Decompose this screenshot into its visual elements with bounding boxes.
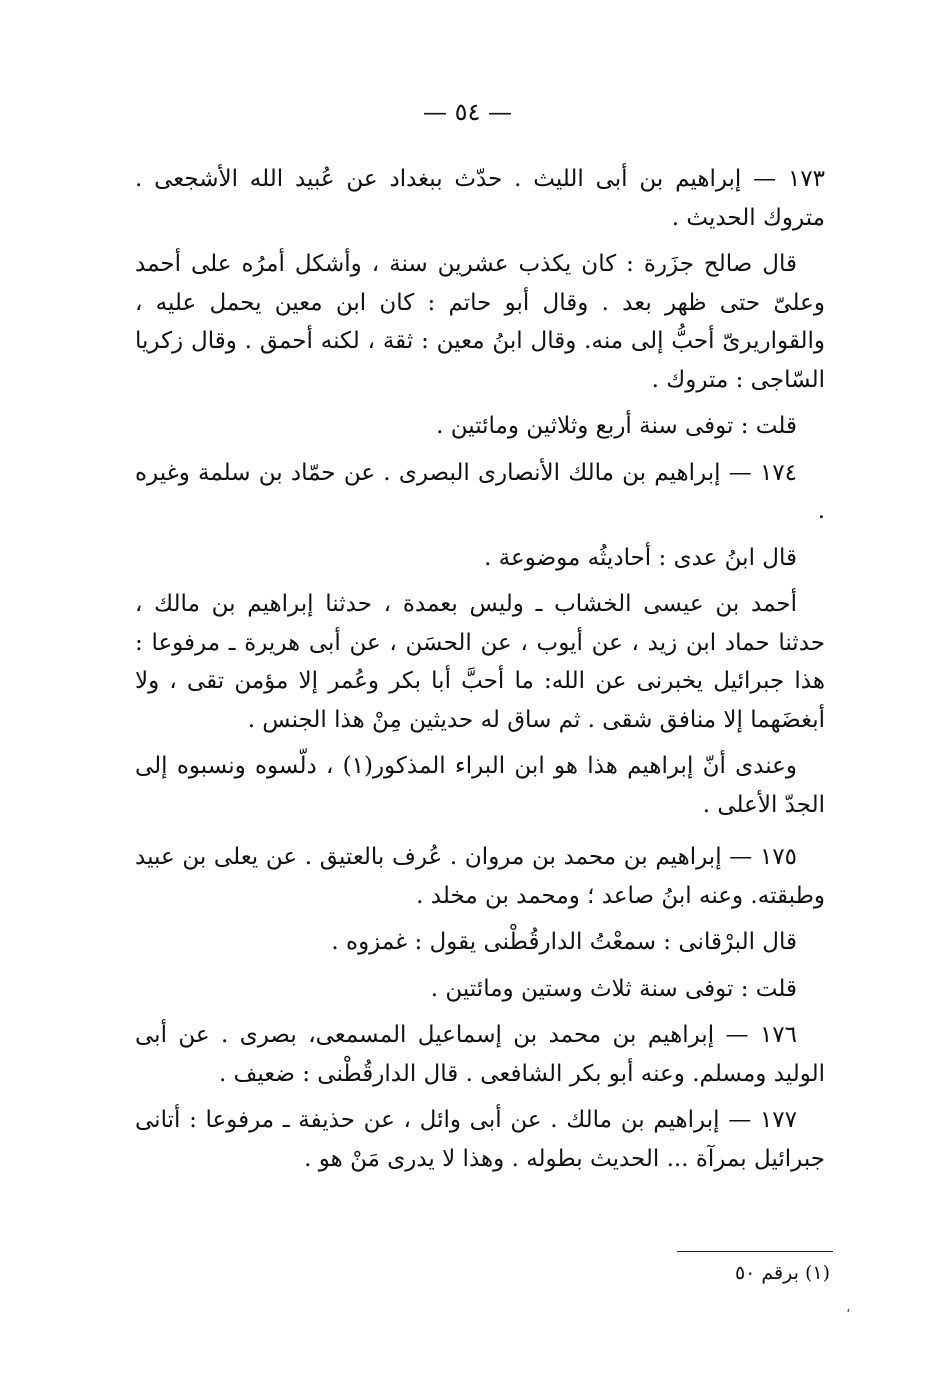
page-number: — ٥٤ —	[422, 98, 513, 126]
entry-174: ١٧٤ — إبراهيم بن مالك الأنصارى البصرى . عن حمّاد بن سلمة وغيره .	[135, 459, 825, 524]
footnote-divider	[677, 1251, 833, 1252]
entry-175-note: قلت : توفى سنة ثلاث وستين ومائتين .	[430, 975, 797, 1002]
entry-175: ١٧٥ — إبراهيم بن محمد بن مروان . عُرف بالعتيق . عن يعلى بن عبيد وطبقته. وعنه ابنُ صاعد ؛ ومحمد بن مخلد .	[135, 844, 825, 909]
stray-mark: ،	[846, 1300, 851, 1316]
entry-173: ١٧٣ — إبراهيم بن أبى الليث . حدّث ببغداد عن عُبيد الله الأشجعى . متروك الحديث .	[135, 166, 825, 231]
entry-173-note: قلت : توفى سنة أربع وثلاثين ومائتين .	[436, 413, 797, 439]
entry-174-hadith: أحمد بن عيسى الخشاب ـ وليس بعمدة ، حدثنا إبراهيم بن مالك ، حدثنا حماد ابن زيد ، عن أيوب ، عن الحسَن ، عن أبى هريرة ـ مرفوعا : هذا جبرائيل يخبرنى عن الله: ما أحبَّ أبا بكر وعُمر إلا مؤمن تقى ، ولا أبغضَهما إلا منافق شقى . ثم ساق له حديثين مِنْ هذا الجنس .	[135, 591, 825, 733]
entry-174-note: وعندى أنّ إبراهيم هذا هو ابن البراء المذكور(١) ، دلّسوه ونسبوه إلى الجدّ الأعلى .	[135, 753, 825, 818]
entry-173-commentary: قال صالح جزَرة : كان يكذب عشرين سنة ، وأشكل أمرُه على أحمد وعلىّ حتى ظهر بعد . وقال أبو حاتم : كان ابن معين يحمل عليه ، والقواريرىّ أحبُّ إلى منه. وقال ابنُ معين : ثقة ، لكنه أحمق . وقال زكريا السّاجى : متروك .	[135, 251, 825, 393]
main-text	[135, 160, 825, 1186]
footnote: (١) برقم ٥٠	[734, 1262, 830, 1284]
entry-177: ١٧٧ — إبراهيم بن مالك . عن أبى وائل ، عن حذيفة ـ مرفوعا : أتانى جبرائيل بمرآة ... الحديث بطوله . وهذا لا يدرى مَنْ هو .	[135, 1107, 825, 1172]
entry-176: ١٧٦ — إبراهيم بن محمد بن إسماعيل المسمعى، بصرى . عن أبى الوليد ومسلم. وعنه أبو بكر الشافعى . قال الدارقُطْنى : ضعيف .	[135, 1022, 825, 1087]
entry-174-commentary: قال ابنُ عدى : أحاديثُه موضوعة .	[484, 544, 797, 571]
entry-175-commentary: قال البرْقانى : سمعْتُ الدارقُطْنى يقول : غمزوه .	[331, 929, 797, 955]
